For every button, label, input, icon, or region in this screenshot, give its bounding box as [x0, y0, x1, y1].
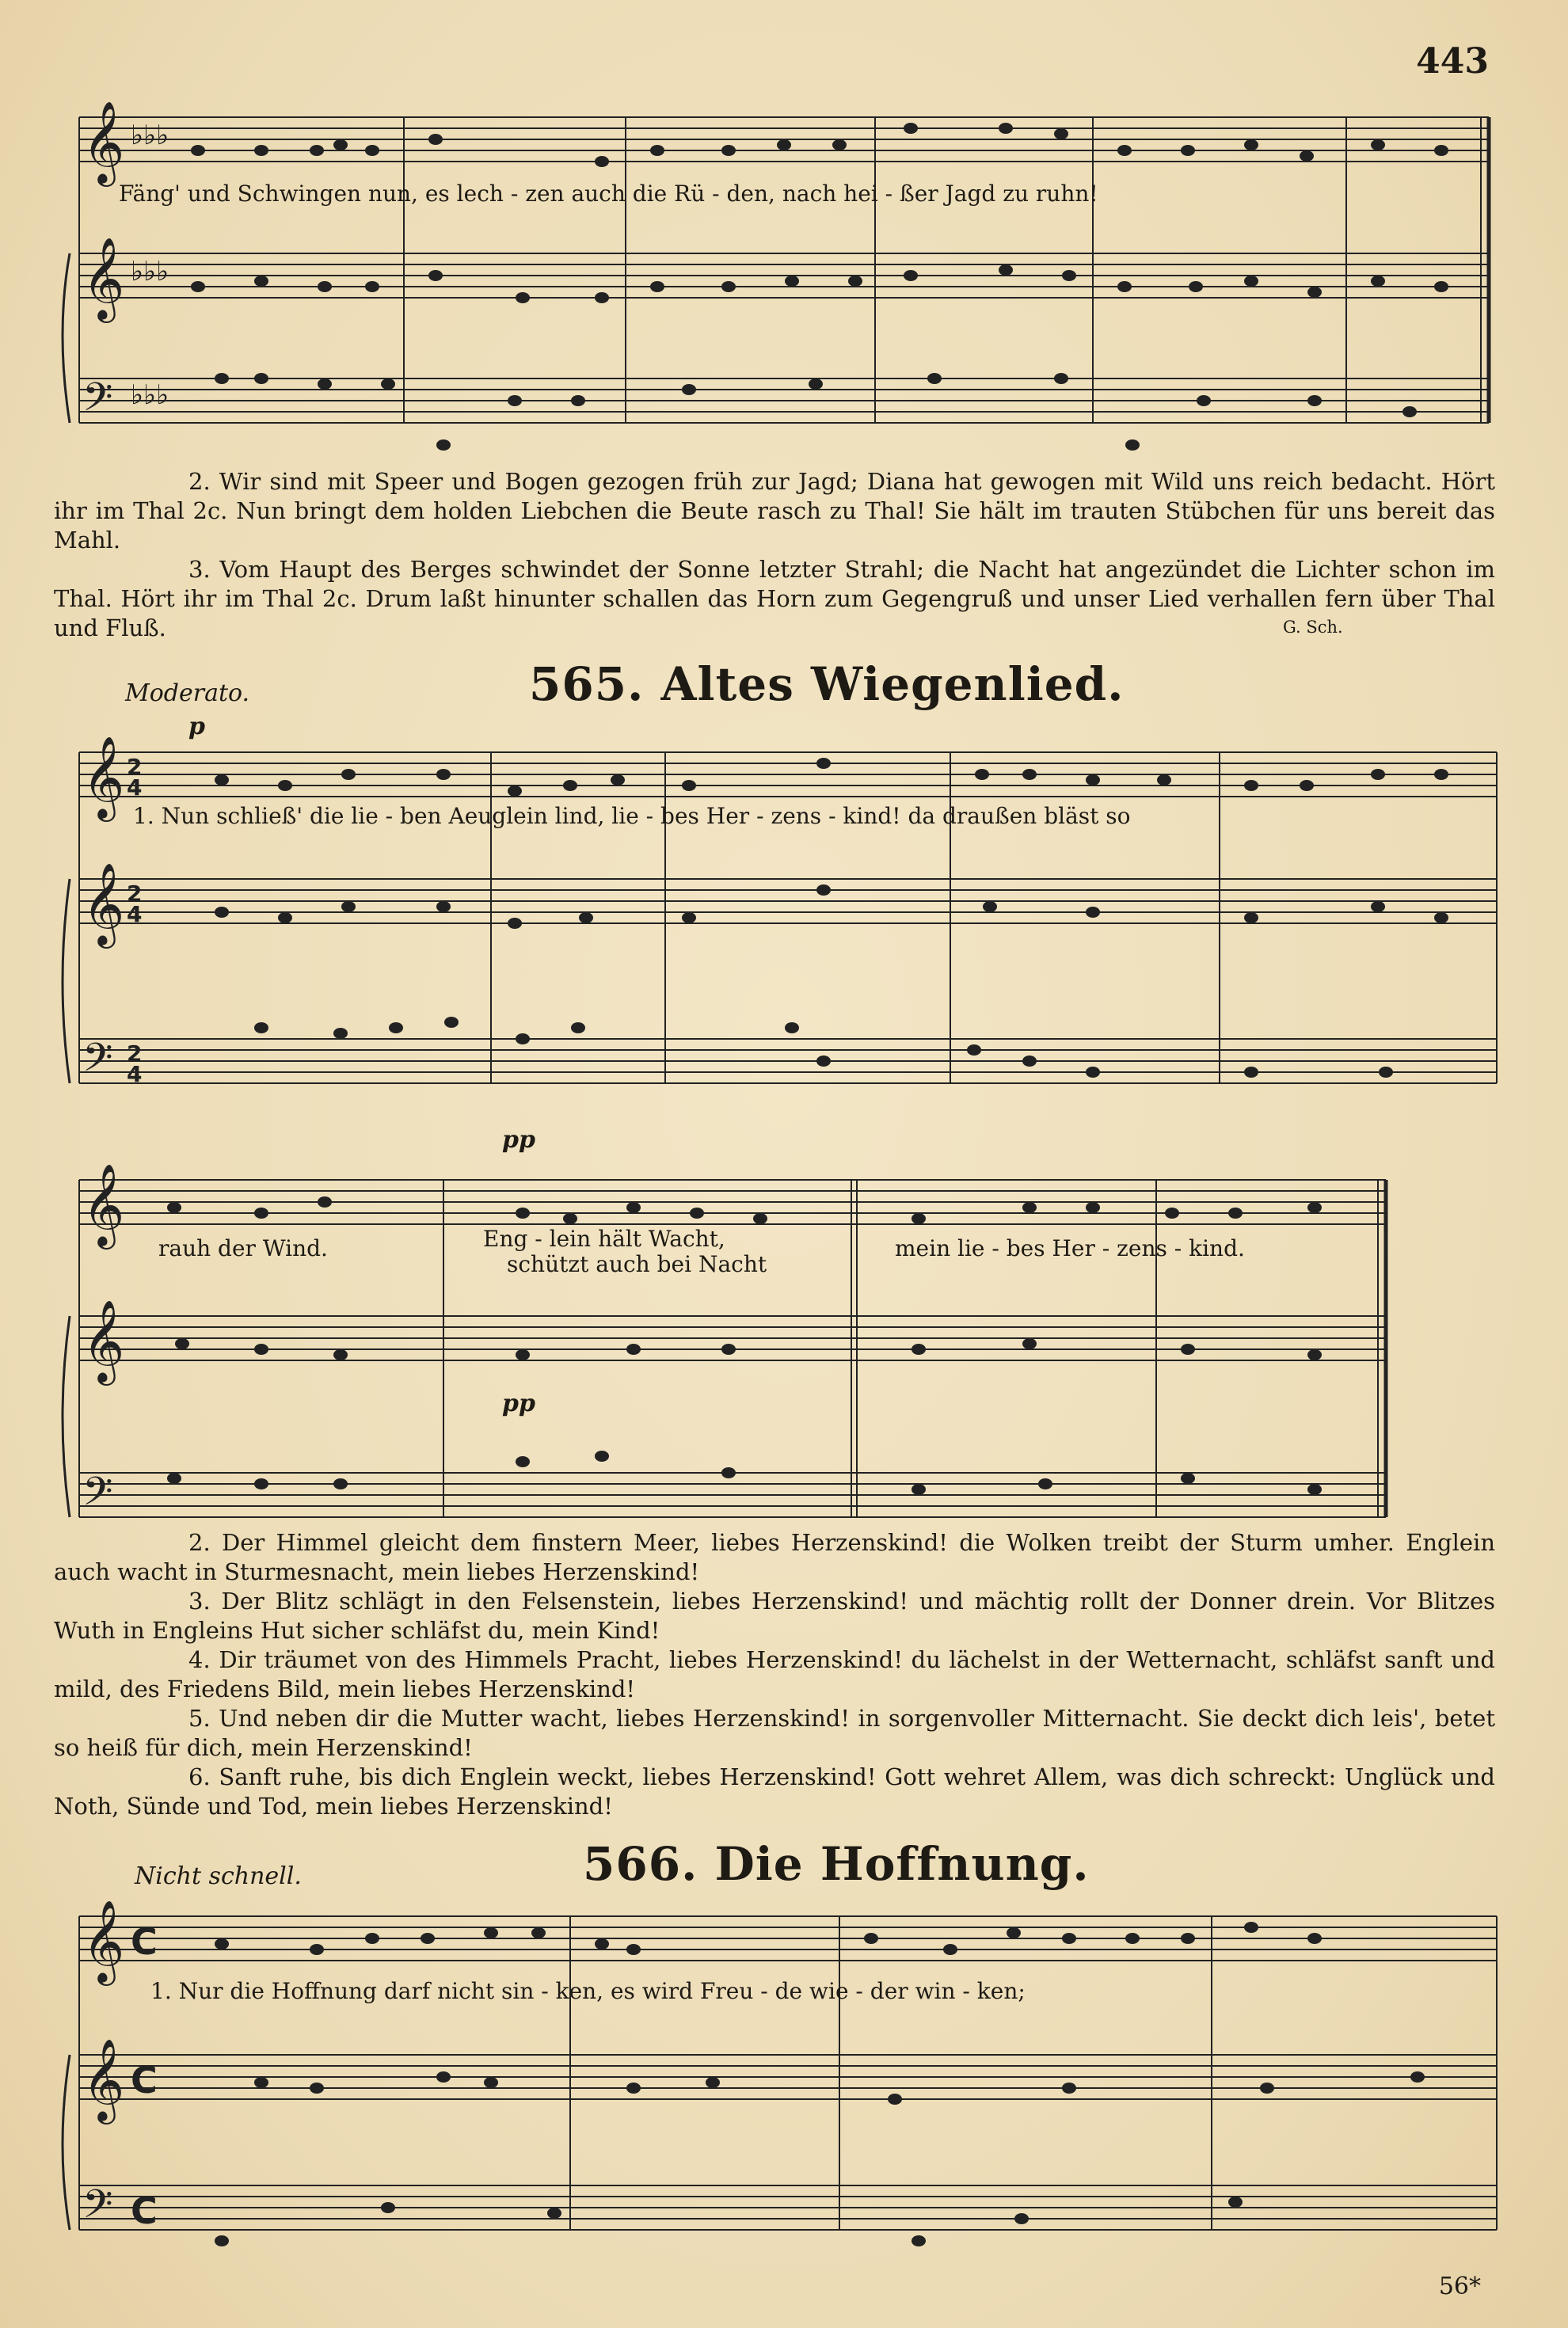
song566-title: Die Hoffnung.: [714, 1837, 1090, 1891]
svg-text:𝄞: 𝄞: [82, 1299, 125, 1383]
svg-text:𝄢: 𝄢: [82, 1035, 113, 1090]
svg-text:𝄞: 𝄞: [82, 101, 125, 184]
svg-text:4: 4: [127, 901, 143, 927]
page-number: 443: [1416, 41, 1489, 82]
song565-verse-4: 4. Dir träumet von des Himmels Pracht, liebes Herzenskind! du lächelst in der Wetternacht, schläfst sanft und mild, des Friedens Bild, mein liebes Herzenskind!: [54, 1646, 1495, 1702]
svg-text:C: C: [131, 1920, 158, 1963]
song564-verse-2: 2. Wir sind mit Speer und Bogen gezogen früh zur Jagd; Diana hat gewogen mit Wild uns reich bedacht. Hört ihr im Thal 2c. Nun bringt dem holden Liebchen die Beute rasch zu Thal! Sie hält im trauten Stübchen für uns bereit das Mahl.: [54, 468, 1495, 553]
song565-heading: [529, 657, 1124, 711]
song566-heading: [583, 1837, 1090, 1891]
song565-title: Altes Wiegenlied.: [660, 657, 1125, 711]
song566-tempo: Nicht schnell.: [135, 1862, 302, 1890]
svg-text:𝄞: 𝄞: [82, 2038, 125, 2121]
song565-dynamic-pp-1: pp: [502, 1126, 535, 1154]
song565-dynamic-p: p: [188, 713, 205, 740]
song565-verses: [54, 1528, 1495, 1821]
svg-text:𝄢: 𝄢: [82, 375, 113, 430]
song565-number: 565.: [529, 657, 645, 711]
svg-text:C: C: [131, 2189, 158, 2232]
song565-verse-5: 5. Und neben dir die Mutter wacht, liebes Herzenskind! in sorgenvoller Mitternacht. Sie deckt dich leis', betet so heiß für dich, mein Herzenskind!: [54, 1705, 1495, 1761]
song565-tempo: Moderato.: [125, 679, 250, 707]
footer-mark: 56*: [1438, 2273, 1481, 2300]
svg-text:4: 4: [127, 1061, 143, 1087]
song565-lyrics-line2a: rauh der Wind.: [158, 1235, 328, 1261]
svg-text:𝄞: 𝄞: [82, 862, 125, 945]
song565-lyrics-line2d: mein lie - bes Her - zens - kind.: [895, 1235, 1245, 1261]
svg-text:♭♭♭: ♭♭♭: [131, 379, 169, 411]
svg-text:𝄞: 𝄞: [82, 237, 125, 320]
svg-text:𝄞: 𝄞: [82, 1163, 125, 1246]
song565-lyrics-line2b: Eng - lein hält Wacht,: [483, 1226, 725, 1252]
song566-lyrics: 1. Nur die Hoffnung darf nicht sin - ken, es wird Freu - de wie - der win - ken;: [150, 1978, 1026, 2004]
svg-text:2: 2: [127, 881, 143, 907]
song565-verse-2: 2. Der Himmel gleicht dem finstern Meer, liebes Herzenskind! die Wolken treibt der Sturm umher. Englein auch wacht in Sturmesnacht, mein liebes Herzenskind!: [54, 1529, 1495, 1585]
svg-text:♭♭♭: ♭♭♭: [131, 256, 169, 287]
svg-text:C: C: [131, 2059, 158, 2102]
svg-text:𝄢: 𝄢: [82, 1469, 113, 1524]
svg-text:2: 2: [127, 1040, 143, 1067]
song565-lyrics-line2c: schützt auch bei Nacht: [507, 1251, 767, 1277]
svg-text:𝄢: 𝄢: [82, 2182, 113, 2237]
song565-verse-6: 6. Sanft ruhe, bis dich Englein weckt, liebes Herzenskind! Gott wehret Allem, was dich schreckt: Unglück und Noth, Sünde und Tod, mein liebes Herzenskind!: [54, 1763, 1495, 1820]
svg-text:2: 2: [127, 754, 143, 780]
svg-text:𝄞: 𝄞: [82, 1900, 125, 1983]
svg-text:♭♭♭: ♭♭♭: [131, 120, 169, 151]
song565-dynamic-pp-2: pp: [502, 1390, 535, 1417]
song565-verse-3: 3. Der Blitz schlägt in den Felsenstein, liebes Herzenskind! und mächtig rollt der Donner drein. Vor Blitzes Wuth in Engleins Hut sicher schläfst du, mein Kind!: [54, 1588, 1495, 1644]
song564-lyrics: Fäng' und Schwingen nun, es lech - zen auch die Rü - den, nach hei - ßer Jagd zu ruhn!: [119, 181, 1098, 207]
song564-signature: G. Sch.: [1283, 618, 1343, 637]
song565-lyrics-line1: 1. Nun schließ' die lie - ben Aeuglein lind, lie - bes Her - zens - kind! da draußen bläst so: [133, 803, 1131, 829]
svg-text:4: 4: [127, 774, 143, 801]
svg-text:𝄞: 𝄞: [82, 736, 125, 819]
song564-verse-3: 3. Vom Haupt des Berges schwindet der Sonne letzter Strahl; die Nacht hat angezündet die Lichter schon im Thal. Hört ihr im Thal 2c. Drum laßt hinunter schallen das Horn zum Gegengruß und unser Lied verhallen fern über Thal und Fluß.: [54, 556, 1495, 641]
song564-verses: [54, 467, 1495, 643]
song566-number: 566.: [583, 1837, 698, 1891]
